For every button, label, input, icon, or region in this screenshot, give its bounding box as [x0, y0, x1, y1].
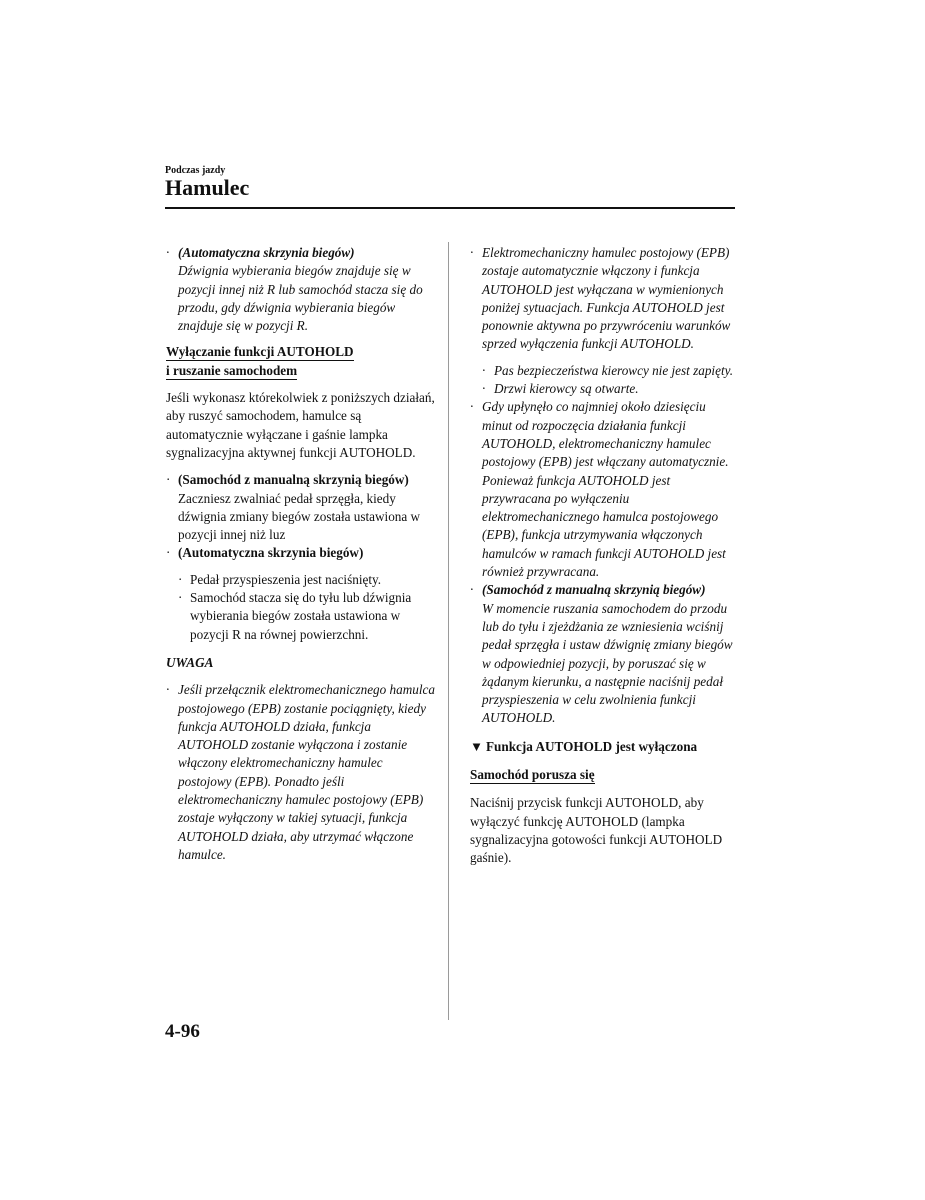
sub-item	[178, 589, 436, 644]
right-column	[470, 244, 736, 868]
sub-dot: ·	[482, 381, 486, 397]
bullet-epb-activation	[470, 244, 736, 354]
bullet-text: Elektromechaniczny hamulec postojowy (EPB) zostaje automatycznie włączony i funkcja AUTOHOLD jest wyłączana w wymienionych poniżej sytuacjach. Funkcja AUTOHOLD jest ponownie aktywna po przywróceniu warunków sprzed wyłączenia funkcji AUTOHOLD.	[482, 245, 731, 352]
page-number: 4-96	[165, 1021, 200, 1042]
autohold-off-paragraph: Naciśnij przycisk funkcji AUTOHOLD, aby wyłączyć funkcję AUTOHOLD (lampka sygnalizacyjna gotowości funkcji AUTOHOLD gaśnie).	[470, 795, 723, 866]
bullet-dot: ·	[166, 472, 171, 488]
bullet-dot: ·	[166, 245, 170, 260]
bullet-text: Gdy upłynęło co najmniej około dziesięciu minut od rozpoczęcia działania funkcji AUTOHOLD, elektromechaniczny hamulec postojowy (EPB) jest włączany automatycznie. Ponieważ funkcja AUTOHOLD jest przywracana po wyłączeniu elektromechanicznego hamulca postojowego (EPB), funkcja utrzymywania włączonych hamulców w ramach funkcji AUTOHOLD jest również przywracana.	[482, 399, 729, 580]
section-label: Podczas jazdy	[165, 165, 226, 176]
title-rule	[165, 207, 735, 209]
sub-item-text: Pas bezpieczeństwa kierowcy nie jest zapięty.	[494, 362, 734, 378]
bullet-ten-minutes	[470, 398, 736, 581]
subheading-vehicle-moving	[470, 766, 736, 784]
bullet-automatic-gearbox-2	[166, 544, 436, 562]
sub-dot: ·	[178, 590, 183, 606]
triangle-heading-text: Funkcja AUTOHOLD jest wyłączona	[486, 738, 698, 754]
bullet-text: Dźwignia wybierania biegów znajduje się w pozycji innej niż R lub samochód stacza się do przodu, gdy dźwignia wybierania biegów znajduje się w pozycji R.	[178, 263, 423, 334]
column-divider	[448, 242, 449, 1020]
bullet-dot: ·	[470, 399, 474, 415]
sub-item	[178, 571, 436, 589]
bullet-dot: ·	[166, 545, 171, 561]
bullet-dot: ·	[470, 582, 474, 598]
note-heading: UWAGA	[166, 654, 214, 670]
bullet-heading: (Automatyczna skrzynia biegów)	[178, 545, 364, 561]
bullet-heading: (Samochód z manualną skrzynią biegów)	[482, 582, 706, 598]
bullet-heading: (Samochód z manualną skrzynią biegów)	[178, 472, 409, 488]
triangle-down-icon: ▼	[470, 738, 484, 754]
sub-dot: ·	[178, 571, 183, 587]
bullet-text: Zaczniesz zwalniać pedał sprzęgła, kiedy dźwignia zmiany biegów została ustawiona w pozycji innej niż luz	[178, 490, 421, 543]
sub-item-text: Pedał przyspieszenia jest naciśnięty.	[190, 571, 382, 587]
bullet-manual-gearbox	[166, 471, 436, 544]
sub-dot: ·	[482, 362, 486, 378]
bullet-automatic-gearbox	[166, 244, 436, 335]
left-column	[166, 244, 436, 864]
sub-item-text: Drzwi kierowcy są otwarte.	[494, 381, 639, 397]
bullet-dot: ·	[166, 682, 170, 698]
triangle-heading	[470, 738, 736, 756]
subheading-text: Samochód porusza się	[470, 767, 595, 783]
sub-list	[470, 362, 736, 399]
note-text: Jeśli przełącznik elektromechanicznego hamulca postojowego (EPB) zostanie pociągnięty, kiedy funkcja AUTOHOLD działa, funkcja AUTOHOLD zostanie wyłączona i zostanie włączony elektromechaniczny hamulec postojowy (EPB). Ponadto jeśli elektromechaniczny hamulec postojowy (EPB) zostaje wyłączony w takiej sytuacji, funkcja AUTOHOLD działa, aby utrzymać włączone hamulce.	[178, 682, 435, 862]
sub-item-text: Samochód stacza się do tyłu lub dźwignia wybierania biegów została ustawiona w pozycji R na równej powierzchni.	[190, 590, 412, 642]
sub-item	[482, 362, 736, 380]
bullet-manual-gearbox	[470, 581, 736, 727]
bullet-text: W momencie ruszania samochodem do przodu lub do tyłu i zjeżdżania ze wzniesienia wciśnij pedał sprzęgła i ustaw dźwignię zmiany biegów w odpowiedniej pozycji, by poruszać się w żądanym kierunku, a następnie naciśnij pedał przyspieszenia w celu zwolnienia funkcji AUTOHOLD.	[482, 600, 733, 726]
intro-paragraph: Jeśli wykonasz którekolwiek z poniższych działań, aby ruszyć samochodem, hamulce są automatycznie wyłączane i gaśnie lampka sygnalizacyjna aktywnej funkcji AUTOHOLD.	[166, 390, 435, 460]
subheading-line-1: Wyłączanie funkcji AUTOHOLD	[166, 344, 354, 360]
bullet-dot: ·	[470, 245, 474, 260]
sub-item	[482, 380, 736, 398]
note-bullet	[166, 681, 436, 864]
subheading-line-2: i ruszanie samochodem	[166, 362, 298, 378]
page-title: Hamulec	[165, 175, 250, 200]
sub-list	[166, 571, 436, 644]
bullet-heading: (Automatyczna skrzynia biegów)	[178, 245, 355, 260]
subheading-autohold-off	[166, 343, 436, 380]
